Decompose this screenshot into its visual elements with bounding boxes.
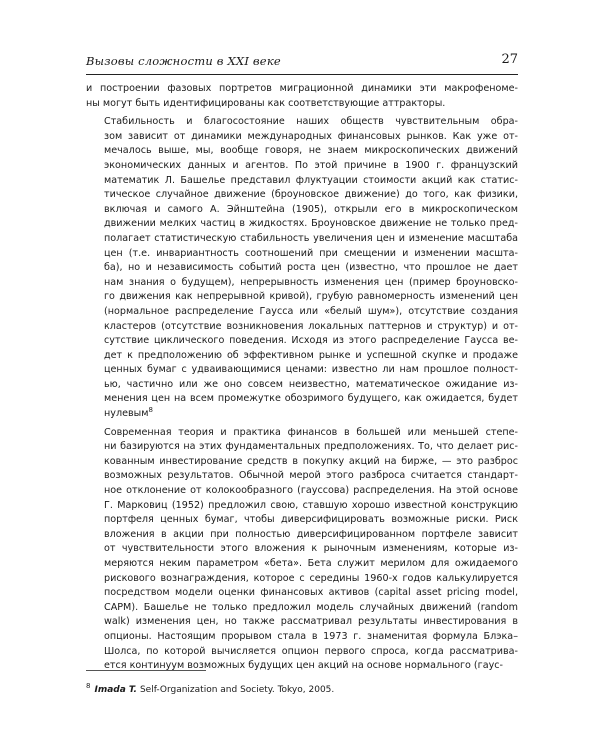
- text-line: Г. Марковиц (1952) предложил свою, ставшую хорошо известной конструкцию: [104, 499, 518, 511]
- text-line: от чувствительности этого вложения к рыночным изменениям, которые из-: [104, 543, 518, 555]
- text-line: нам знания о будущем), непрерывность изменения цен (пример броуновско-: [104, 276, 518, 288]
- running-title: Вызовы сложности в XXI веке: [86, 54, 281, 68]
- text-line: го движения как непрерывной кривой), грубую равномерность изменений цен: [104, 291, 518, 303]
- footnote-author: Imada T.: [94, 685, 137, 695]
- text-line: и построении фазовых портретов миграционной динамики эти макрофеноме-: [86, 83, 518, 94]
- footnote-rule: [86, 670, 206, 671]
- text-line: зом зависит от динамики международных финансовых рынков. Как уже от-: [104, 130, 518, 142]
- paragraph-3: [86, 426, 518, 674]
- running-head: [86, 52, 518, 75]
- text-line: ное отклонение от колокообразного (гауссова) распределения. На этой основе: [104, 485, 518, 497]
- text-line: ется континуум возможных будущих цен акций на основе нормального (гаус-: [104, 660, 503, 672]
- text-line: опционы. Настоящим прорывом стала в 1973 г. знаменитая формула Блэка–: [104, 630, 518, 642]
- text-line: Шолса, по которой вычисляется опцион первого спроса, когда рассматрива-: [104, 645, 518, 657]
- text-line: полагает статистическую стабильность увеличения цен и изменение масштаба: [104, 232, 518, 244]
- footnote-ref[interactable]: 8: [148, 407, 153, 414]
- text-line: Стабильность и благосостояние наших обществ чувствительным обра-: [104, 116, 518, 128]
- page-number: 27: [501, 52, 518, 67]
- text-line: мечалось выше, мы, вообще говоря, не знаем микроскопических движений: [104, 145, 518, 157]
- text-line: ценных бумаг с удваивающимися ценами: известно ли нам прошлое полност-: [104, 364, 518, 376]
- text-line: возможных результатов. Обычной мерой этого разброса считается стандарт-: [104, 470, 518, 482]
- text-line: цен (т.е. инвариантность соотношений при смещении и изменении масшта-: [104, 247, 518, 259]
- text-line: Современная теория и практика финансов в большей или меньшей степе-: [104, 426, 518, 438]
- body-text: [86, 82, 518, 674]
- footnote: [86, 680, 518, 697]
- paragraph-2: [86, 115, 518, 421]
- text-line: движении мелких частиц в жидкостях. Броуновское движение не только пред-: [104, 218, 518, 230]
- text-line: менения цен на всем промежутке обозримого будущего, как ожидается, будет: [104, 393, 518, 405]
- paragraph-1: [86, 82, 518, 111]
- text-line: кованным инвестирование средств в покупку акций на бирже, — это разброс: [104, 455, 518, 467]
- text-line: ны могут быть идентифицированы как соответствующие аттракторы.: [86, 97, 446, 109]
- text-line: портфеля ценных бумаг, чтобы диверсифицировать возможные риски. Риск: [104, 514, 518, 526]
- text-line: сутствие циклического поведения. Исходя из этого распределение Гаусса ве-: [104, 335, 518, 347]
- text-line: математик Л. Башелье представил флуктуации стоимости акций как статис-: [104, 174, 518, 186]
- text-line: нулевым$^8$: [104, 407, 153, 420]
- footnote-mark: 8: [86, 682, 91, 690]
- text-line: меряются неким параметром «бета». Бета служит мерилом для ожидаемого: [104, 558, 518, 569]
- text-line: экономических данных и агентов. По этой причине в 1900 г. французский: [104, 159, 518, 171]
- text-line: walk) изменения цен, но также рассматривал результаты инвестирования в: [104, 616, 518, 628]
- text-line: CAPM). Башелье не только предложил модель случайных движений (random: [104, 601, 518, 613]
- text-line: посредством модели оценки финансовых активов (capital asset pricing model,: [104, 587, 518, 599]
- text-line: тическое случайное движение (броуновское движение) до того, как физики,: [104, 189, 518, 201]
- text-line: ью, частично или же оно совсем неизвестно, математическое ожидание из-: [104, 378, 518, 390]
- text-line: ни базируются на этих фундаментальных предположениях. То, что делает рис-: [104, 441, 518, 453]
- text-line: включая и самого А. Эйнштейна (1905), открыли его в микроскопическом: [104, 203, 518, 215]
- text-line: (нормальное распределение Гаусса или «белый шум»), отсутствие создания: [104, 305, 518, 317]
- text-line: дет к предположению об эффективном рынке и успешной скупке и продаже: [104, 349, 518, 361]
- text-line: вложения в акции при полностью диверсифицированном портфеле зависит: [104, 528, 518, 540]
- footnote-text: Self-Organization and Society. Tokyo, 2005.: [139, 685, 335, 695]
- text-line: кластеров (отсутствие возникновения локальных паттернов и структур) и от-: [104, 320, 518, 332]
- text-line: рискового вознаграждения, которое с середины 1960-х годов калькулируется: [104, 572, 518, 584]
- text-line: ба), но и независимость событий роста цен (известно, что прошлое не дает: [104, 262, 518, 274]
